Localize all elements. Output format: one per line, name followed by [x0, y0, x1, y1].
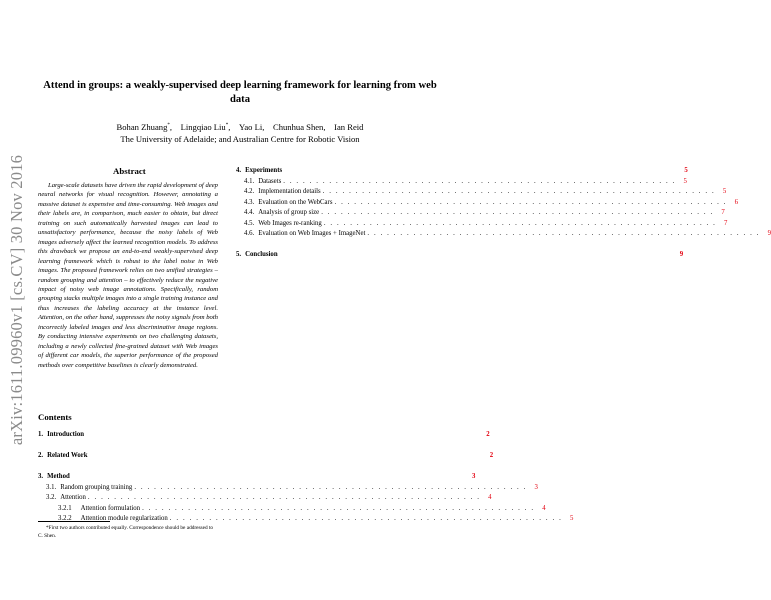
toc-entry[interactable]	[236, 208, 725, 219]
toc-entry-label: Implementation details	[258, 188, 321, 195]
toc-entry-label: Experiments	[245, 167, 283, 174]
toc-spacer	[236, 240, 416, 251]
author-list: Bohan Zhuang*, Lingqiao Liu*, Yao Li, Chunhua Shen, Ian Reid	[116, 122, 364, 132]
toc-entry-number: 2.	[38, 452, 44, 459]
toc-leader-dots: . . . . . . . . . . . . . . . . . . . . . . . . . . . . . . . . . . . . . . . . . . . . . . . . . . . . . . . . . . . .	[321, 209, 714, 216]
toc-entry-label: Attention module regularization	[80, 515, 168, 522]
toc-entry-number: 4.5.	[244, 219, 255, 227]
toc-entry-number: 5.	[236, 251, 242, 258]
toc-entry-label: Web Images re-ranking	[258, 219, 322, 227]
toc-entry-label: Method	[47, 473, 70, 480]
contents-heading: Contents	[38, 412, 72, 422]
toc-entry[interactable]	[38, 430, 490, 441]
toc-entry-label: Introduction	[47, 431, 84, 438]
toc-entry-number: 4.1.	[244, 177, 255, 185]
toc-entry[interactable]	[236, 198, 739, 209]
toc-leader-dots: . . . . . . . . . . . . . . . . . . . . . . . . . . . . . . . . . . . . . . . . . . . . . . . . . . . . . . . . . . . .	[334, 198, 728, 206]
toc-page-link[interactable]: 4	[488, 494, 492, 501]
toc-leader-dots: . . . . . . . . . . . . . . . . . . . . . . . . . . . . . . . . . . . . . . . . . . . . . . . . . . . . . . . . . . . .	[134, 483, 527, 491]
toc-page-link[interactable]: 2	[489, 452, 494, 459]
abstract-text: Large-scale datasets have driven the rapid development of deep neural networks for visual recognition. However, annotating a massive dataset is expensive and time-consuming. Web images and their labels are, in comparison, much easier to obtain, but direct training on such automatically harvested images can lead to unsatisfactory performance, because the noisy labels of Web images adversely affect the learned recognition models. To address this drawback we propose an end-to-end weakly-supervised deep learning framework which is robust to the label noise in Web images. The proposed framework relies on two unified strategies – random grouping and attention – to effectively reduce the negative impact of noisy web image annotations. Specifically, random grouping stacks multiple images into a single training instance and thus increases the labeling accuracy at the instance level. Attention, on the other hand, suppresses the noisy signals from both incorrectly labeled images and less discriminative image regions. By conducting intensive experiments on two challenging datasets, including a newly collected fine-grained dataset with Web images of different car models, the superior performance of the proposed methods over competitive baselines is clearly demonstrated.	[38, 182, 218, 369]
arxiv-identifier: arXiv:1611.09960v1 [cs.CV] 30 Nov 2016	[7, 154, 26, 446]
toc-page-link[interactable]: 4	[542, 504, 546, 512]
toc-entry[interactable]	[38, 504, 546, 515]
toc-entry[interactable]	[236, 229, 771, 240]
toc-page-link[interactable]: 3	[471, 473, 476, 480]
toc-leader-dots: . . . . . . . . . . . . . . . . . . . . . . . . . . . . . . . . . . . . . . . . . . . . . . . . . . . . . . . . . . . .	[367, 230, 760, 237]
toc-entry[interactable]	[38, 483, 538, 494]
toc-page-link[interactable]: 7	[724, 219, 728, 227]
toc-entry[interactable]	[38, 472, 476, 483]
toc-spacer	[38, 441, 218, 452]
toc-page-link[interactable]: 9	[679, 251, 684, 258]
toc-leader-dots: . . . . . . . . . . . . . . . . . . . . . . . . . . . . . . . . . . . . . . . . . . . . . . . . . . . . . . . . . . . .	[322, 188, 716, 195]
toc-entry-number: 3.2.2	[58, 515, 72, 522]
toc-page-link[interactable]: 2	[486, 431, 490, 438]
toc-entry[interactable]	[236, 177, 687, 188]
toc-entry[interactable]	[38, 451, 494, 462]
toc-entry[interactable]	[236, 250, 684, 261]
toc-page-link[interactable]: 7	[721, 209, 725, 216]
toc-entry-label: Related Work	[47, 452, 88, 459]
toc-entry[interactable]	[236, 187, 727, 198]
toc-entry[interactable]	[236, 166, 688, 177]
toc-entry-label: Random grouping training	[60, 483, 133, 491]
abstract-heading: Abstract	[113, 166, 146, 176]
toc-right-column	[236, 166, 771, 261]
toc-left-column	[38, 430, 574, 525]
toc-entry-label: Conclusion	[245, 251, 278, 258]
toc-entry-number: 3.2.1	[58, 504, 72, 512]
author-name: Yao Li	[238, 122, 263, 132]
toc-entry-label: Evaluation on Web Images + ImageNet	[258, 230, 366, 237]
abstract-body	[38, 181, 218, 370]
toc-entry-number: 3.	[38, 473, 44, 480]
toc-page-link[interactable]: 5	[684, 167, 688, 174]
toc-leader-dots: . . . . . . . . . . . . . . . . . . . . . . . . . . . . . . . . . . . . . . . . . . . . . . . . . . . . . . . . . . . .	[283, 177, 676, 185]
author-name: Chunhua Shen	[272, 122, 324, 132]
toc-entry-label: Datasets	[258, 177, 282, 185]
toc-entry-number: 1.	[38, 431, 44, 438]
author-name: Lingqiao Liu	[180, 122, 226, 132]
toc-entry-label: Evaluation on the WebCars	[258, 198, 333, 206]
toc-entry-label: Analysis of group size	[258, 209, 320, 216]
toc-entry[interactable]	[236, 219, 728, 230]
toc-leader-dots: . . . . . . . . . . . . . . . . . . . . . . . . . . . . . . . . . . . . . . . . . . . . . . . . . . . . . . . . . . . .	[87, 494, 481, 501]
author-name: Bohan Zhuang	[116, 122, 168, 132]
toc-entry-number: 4.	[236, 167, 242, 174]
toc-entry-label: Attention	[60, 494, 86, 501]
toc-entry-label: Attention formulation	[80, 504, 141, 512]
toc-entry[interactable]	[38, 493, 492, 504]
toc-entry-number: 4.3.	[244, 198, 255, 206]
footnote	[38, 524, 218, 540]
toc-leader-dots: . . . . . . . . . . . . . . . . . . . . . . . . . . . . . . . . . . . . . . . . . . . . . . . . . . . . . . . . . . . .	[142, 504, 535, 512]
toc-page-link[interactable]: 9	[767, 230, 771, 237]
toc-page-link[interactable]: 3	[534, 483, 538, 491]
toc-entry-number: 4.4.	[244, 209, 255, 216]
affiliation: The University of Adelaide; and Australian Centre for Robotic Vision	[120, 134, 360, 144]
toc-spacer	[38, 462, 218, 473]
toc-entry-number: 4.2.	[244, 188, 255, 195]
toc-entry-number: 3.1.	[46, 483, 57, 491]
footnote-rule	[38, 521, 110, 522]
author-name: Ian Reid	[334, 122, 364, 132]
author-mark: *	[225, 123, 229, 129]
toc-page-link[interactable]: 5	[570, 515, 574, 522]
footnote-text: *First two authors contributed equally. Correspondence should be addressed to C. Shen.	[38, 525, 214, 539]
paper-title: Attend in groups: a weakly-supervised deep learning framework for learning from web data	[43, 80, 437, 105]
toc-page-link[interactable]: 5	[683, 177, 687, 185]
author-mark: *	[167, 123, 170, 129]
arxiv-stamp	[4, 150, 30, 450]
toc-entry[interactable]	[38, 514, 574, 525]
toc-leader-dots: . . . . . . . . . . . . . . . . . . . . . . . . . . . . . . . . . . . . . . . . . . . . . . . . . . . . . . . . . . . .	[169, 515, 563, 522]
toc-entry-number: 3.2.	[46, 494, 57, 501]
toc-leader-dots: . . . . . . . . . . . . . . . . . . . . . . . . . . . . . . . . . . . . . . . . . . . . . . . . . . . . . . . . . . . .	[323, 219, 717, 227]
toc-page-link[interactable]: 6	[734, 198, 739, 206]
toc-entry-number: 4.6.	[244, 230, 255, 237]
toc-page-link[interactable]: 5	[722, 188, 727, 195]
